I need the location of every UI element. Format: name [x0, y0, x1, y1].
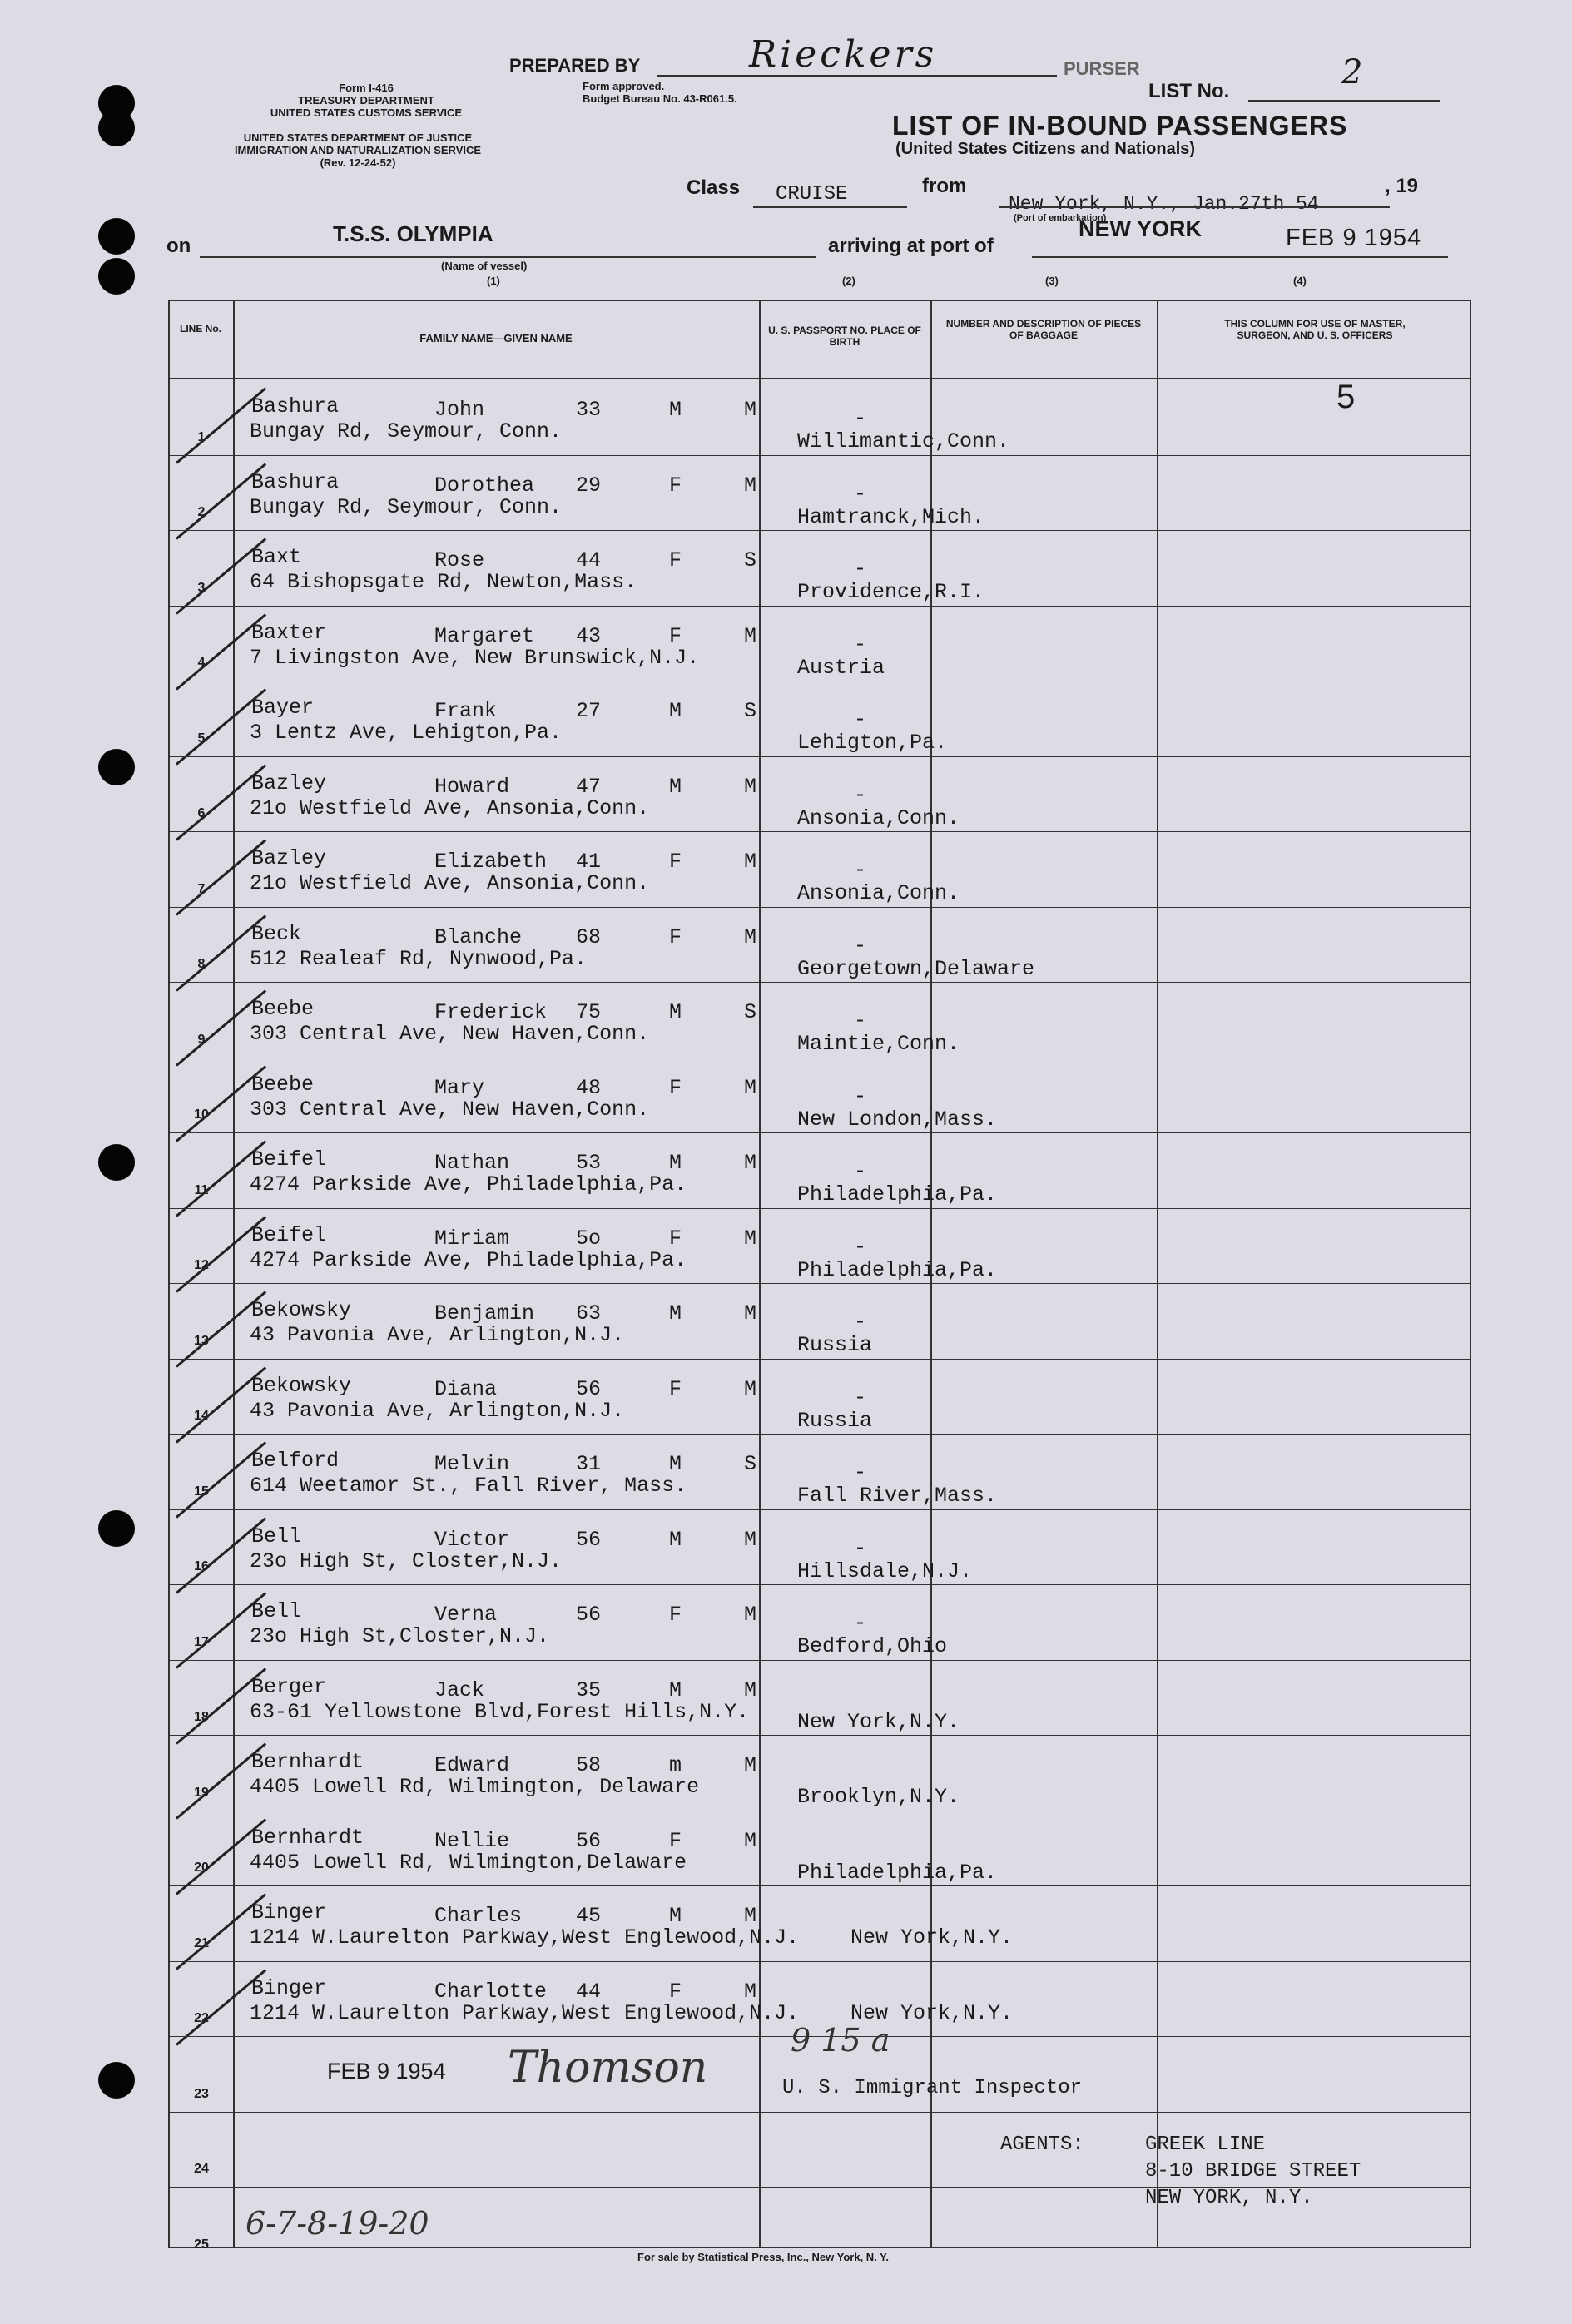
list-no-value: 2	[1341, 53, 1363, 92]
place-of-birth: Fall River,Mass.	[797, 1484, 998, 1508]
col-head-line-no: LINE No.	[180, 323, 221, 334]
marital-status: M	[744, 1603, 757, 1627]
col-num-2: (2)	[842, 275, 855, 287]
budget-label: Budget Bureau No. 43-R061.5.	[583, 92, 737, 105]
sex: M	[669, 1000, 682, 1024]
row-divider	[168, 1359, 1471, 1360]
marital-status: M	[744, 1678, 757, 1702]
line-number: 6	[197, 806, 206, 820]
given-name: Blanche	[434, 925, 523, 949]
marital-status: M	[744, 1904, 757, 1928]
from-note: (Port of embarkation)	[1014, 213, 1107, 223]
passport-no: -	[854, 783, 867, 807]
agent-line-1: GREEK LINE	[1145, 2133, 1266, 2156]
marital-status: M	[744, 850, 757, 874]
place-of-birth: Ansonia,Conn.	[797, 806, 960, 830]
inspector-signature: Thomson	[508, 2043, 708, 2093]
passport-no: -	[854, 858, 867, 882]
family-name: Beifel	[251, 1223, 327, 1247]
address: 7 Livingston Ave, New Brunswick,N.J.	[250, 646, 700, 670]
age: 56	[576, 1377, 602, 1401]
line-number: 13	[194, 1334, 209, 1348]
list-no-label: LIST No.	[1148, 80, 1230, 102]
family-name: Bell	[251, 1599, 302, 1623]
given-name: Jack	[434, 1678, 485, 1702]
table-header-border	[168, 378, 1471, 379]
marital-status: M	[744, 1980, 757, 2004]
family-name: Bekowsky	[251, 1298, 352, 1322]
arriving-label: arriving at port of	[828, 235, 994, 257]
sex: M	[669, 1904, 682, 1928]
address: 614 Weetamor St., Fall River, Mass.	[250, 1474, 687, 1498]
sex: M	[669, 1678, 682, 1702]
punch-hole	[98, 1510, 135, 1547]
table-right-border	[1470, 300, 1471, 2247]
line-number: 21	[194, 1936, 209, 1950]
passport-no: -	[854, 1536, 867, 1560]
col-num-3: (3)	[1045, 275, 1059, 287]
sex: F	[669, 1226, 682, 1251]
address: Bungay Rd, Seymour, Conn.	[250, 495, 563, 519]
from-year-label: , 19	[1385, 175, 1419, 197]
age: 56	[576, 1528, 602, 1552]
marital-status: M	[744, 775, 757, 799]
row-divider	[168, 1132, 1471, 1133]
arrival-port: NEW YORK	[1079, 216, 1203, 241]
col-num-4: (4)	[1293, 275, 1307, 287]
row-divider	[168, 1283, 1471, 1284]
vessel-name: T.S.S. OLYMPIA	[333, 221, 493, 246]
dept-block	[166, 131, 549, 169]
place-of-birth: Maintie,Conn.	[797, 1032, 960, 1056]
place-of-birth: Philadelphia,Pa.	[797, 1182, 998, 1207]
given-name: Nellie	[434, 1829, 510, 1853]
age: 5o	[576, 1226, 602, 1251]
place-of-birth: Lehigton,Pa.	[797, 731, 948, 755]
marital-status: S	[744, 548, 757, 572]
age: 53	[576, 1151, 602, 1175]
class-label: Class	[687, 176, 741, 199]
age: 68	[576, 925, 602, 949]
place-of-birth: Providence,R.I.	[797, 580, 985, 604]
sex: m	[669, 1753, 682, 1777]
dept-label: UNITED STATES DEPARTMENT OF JUSTICE	[243, 131, 473, 144]
given-name: Elizabeth	[434, 850, 548, 874]
age: 56	[576, 1829, 602, 1853]
place-of-birth: New York,N.Y.	[797, 1710, 960, 1734]
form-number: Form I-416	[339, 82, 394, 94]
row-divider	[168, 1660, 1471, 1661]
given-name: Diana	[434, 1377, 498, 1401]
prepared-by-signature: Rieckers	[749, 33, 938, 76]
line-number: 5	[197, 731, 206, 746]
line-number: 22	[194, 2011, 209, 2025]
row-divider	[168, 455, 1471, 456]
marital-status: M	[744, 1528, 757, 1552]
line-number: 3	[197, 581, 206, 595]
age: 33	[576, 398, 602, 422]
line-number: 16	[194, 1559, 209, 1573]
col-head-officers: THIS COLUMN FOR USE OF MASTER, SURGEON, AND U. S. OFFICERS	[1224, 318, 1406, 341]
sex: F	[669, 624, 682, 648]
agent-line-3: NEW YORK, N.Y.	[1145, 2187, 1313, 2209]
sex: F	[669, 1076, 682, 1100]
marital-status: S	[744, 699, 757, 723]
row-divider	[168, 1509, 1471, 1510]
age: 44	[576, 1980, 602, 2004]
line-number: 18	[194, 1710, 209, 1724]
place-of-birth: Ansonia,Conn.	[797, 881, 960, 905]
age: 43	[576, 624, 602, 648]
punch-hole	[98, 749, 135, 785]
line-number: 9	[197, 1033, 206, 1047]
sex: M	[669, 1151, 682, 1175]
table-bottom-border	[168, 2247, 1471, 2248]
col-head-name: FAMILY NAME—GIVEN NAME	[419, 332, 573, 344]
line-number: 20	[194, 1861, 209, 1875]
row-divider	[168, 2112, 1471, 2113]
row-divider	[168, 1208, 1471, 1209]
age: 48	[576, 1076, 602, 1100]
marital-status: M	[744, 1301, 757, 1326]
punch-hole	[98, 2062, 135, 2099]
place-of-birth: Hillsdale,N.J.	[797, 1559, 973, 1583]
given-name: Howard	[434, 775, 510, 799]
approved-block	[583, 80, 737, 105]
family-name: Bazley	[251, 846, 327, 870]
marital-status: M	[744, 1377, 757, 1401]
passport-no: -	[854, 1084, 867, 1108]
page-subtitle: (United States Citizens and Nationals)	[895, 140, 1196, 158]
family-name: Bernhardt	[251, 1826, 364, 1850]
place-of-birth: Philadelphia,Pa.	[797, 1258, 998, 1282]
sex: M	[669, 1528, 682, 1552]
passport-no: -	[854, 707, 867, 731]
punch-hole	[98, 258, 135, 295]
customs-label: UNITED STATES CUSTOMS SERVICE	[270, 107, 463, 119]
age: 31	[576, 1452, 602, 1476]
family-name: Beebe	[251, 1073, 315, 1097]
given-name: Dorothea	[434, 473, 535, 498]
sex: F	[669, 850, 682, 874]
sex: F	[669, 1603, 682, 1627]
family-name: Bashura	[251, 470, 340, 494]
family-name: Baxter	[251, 621, 327, 645]
class-value: CRUISE	[776, 183, 848, 206]
sex: M	[669, 1301, 682, 1326]
sex: M	[669, 1452, 682, 1476]
passport-no: -	[854, 406, 867, 430]
sex: F	[669, 925, 682, 949]
sex: M	[669, 699, 682, 723]
col-divider	[759, 300, 761, 2247]
marital-status: M	[744, 925, 757, 949]
sex: F	[669, 1377, 682, 1401]
age: 58	[576, 1753, 602, 1777]
given-name: Charlotte	[434, 1980, 548, 2004]
passport-no: -	[854, 1008, 867, 1033]
family-name: Beebe	[251, 997, 315, 1021]
line-number: 24	[194, 2162, 209, 2176]
row-divider	[168, 1961, 1471, 1962]
officer-note: 5	[1336, 379, 1356, 415]
inspection-time: 9 15 a	[791, 2022, 890, 2059]
row-divider	[168, 606, 1471, 607]
address: 4274 Parkside Ave, Philadelphia,Pa.	[250, 1172, 687, 1197]
family-name: Baxt	[251, 545, 302, 569]
family-name: Bayer	[251, 696, 315, 720]
punch-hole	[98, 218, 135, 255]
address: 63-61 Yellowstone Blvd,Forest Hills,N.Y.	[250, 1700, 750, 1724]
line-number: 7	[197, 882, 206, 896]
place-of-birth: Brooklyn,N.Y.	[797, 1785, 960, 1809]
row-divider	[168, 756, 1471, 757]
marital-status: M	[744, 624, 757, 648]
place-of-birth: Russia	[797, 1333, 873, 1357]
line-number: 23	[194, 2087, 209, 2101]
age: 29	[576, 473, 602, 498]
line-number: 2	[197, 505, 206, 519]
line-number: 15	[194, 1484, 209, 1499]
marital-status: S	[744, 1000, 757, 1024]
address: 512 Realeaf Rd, Nynwood,Pa.	[250, 947, 588, 971]
sex: F	[669, 548, 682, 572]
marital-status: M	[744, 1753, 757, 1777]
line-number: 10	[194, 1107, 209, 1122]
marital-status: M	[744, 398, 757, 422]
family-name: Bekowsky	[251, 1374, 352, 1398]
arrival-date-stamp: FEB 9 1954	[1286, 225, 1422, 251]
age: 41	[576, 850, 602, 874]
form-block	[233, 82, 499, 119]
address: 4405 Lowell Rd, Wilmington,Delaware	[250, 1851, 687, 1875]
address: Bungay Rd, Seymour, Conn.	[250, 419, 563, 443]
from-value: New York, N.Y., Jan.27th 54	[1009, 193, 1319, 215]
prepared-by-line	[657, 75, 1057, 77]
marital-status: M	[744, 1226, 757, 1251]
address: 43 Pavonia Ave, Arlington,N.J.	[250, 1399, 625, 1423]
passport-no: -	[854, 1310, 867, 1334]
given-name: Benjamin	[434, 1301, 535, 1326]
place-of-birth: New York,N.Y.	[850, 1925, 1014, 1950]
marital-status: M	[744, 473, 757, 498]
marital-status: M	[744, 1829, 757, 1853]
place-of-birth: Georgetown,Delaware	[797, 957, 1035, 981]
given-name: Frank	[434, 699, 498, 723]
age: 45	[576, 1904, 602, 1928]
family-name: Berger	[251, 1675, 327, 1699]
row-divider	[168, 530, 1471, 531]
passport-no: -	[854, 1611, 867, 1635]
line-number: 25	[194, 2237, 209, 2252]
age: 27	[576, 699, 602, 723]
revision-label: (Rev. 12-24-52)	[320, 156, 396, 169]
on-label: on	[166, 235, 191, 257]
age: 47	[576, 775, 602, 799]
from-line	[999, 206, 1390, 208]
list-no-line	[1248, 100, 1440, 102]
place-of-birth: New York,N.Y.	[850, 2001, 1014, 2025]
family-name: Bazley	[251, 771, 327, 795]
marital-status: M	[744, 1151, 757, 1175]
age: 56	[576, 1603, 602, 1627]
passport-no: -	[854, 1385, 867, 1410]
address: 303 Central Ave, New Haven,Conn.	[250, 1098, 650, 1122]
page-title: LIST OF IN-BOUND PASSENGERS	[892, 111, 1348, 141]
port-line	[1032, 256, 1448, 258]
passport-no: -	[854, 934, 867, 958]
line-number: 11	[194, 1183, 209, 1197]
family-name: Beck	[251, 922, 302, 946]
line-number: 12	[194, 1258, 209, 1272]
table-left-border	[168, 300, 170, 2247]
family-name: Belford	[251, 1449, 340, 1473]
address: 21o Westfield Ave, Ansonia,Conn.	[250, 796, 650, 820]
given-name: Edward	[434, 1753, 510, 1777]
given-name: Mary	[434, 1076, 485, 1100]
place-of-birth: Willimantic,Conn.	[797, 429, 1010, 453]
sex: M	[669, 775, 682, 799]
passport-no: -	[854, 632, 867, 657]
passport-no: -	[854, 557, 867, 581]
line-number: 4	[197, 656, 206, 670]
col-head-passport: U. S. PASSPORT NO. PLACE OF BIRTH	[768, 325, 921, 348]
place-of-birth: New London,Mass.	[797, 1107, 998, 1132]
col-divider	[233, 300, 235, 2247]
age: 35	[576, 1678, 602, 1702]
line-number: 17	[194, 1635, 209, 1649]
row-divider	[168, 1735, 1471, 1736]
marital-status: M	[744, 1076, 757, 1100]
row-divider	[168, 1434, 1471, 1435]
row-divider	[168, 982, 1471, 983]
sex: F	[669, 1829, 682, 1853]
row-divider	[168, 831, 1471, 832]
approved-label: Form approved.	[583, 80, 665, 92]
place-of-birth: Hamtranck,Mich.	[797, 505, 985, 529]
address: 23o High St,Closter,N.J.	[250, 1624, 550, 1648]
punch-hole	[98, 1144, 135, 1181]
address: 303 Central Ave, New Haven,Conn.	[250, 1022, 650, 1046]
agent-line-2: 8-10 BRIDGE STREET	[1145, 2160, 1361, 2183]
family-name: Bell	[251, 1524, 302, 1549]
from-label: from	[922, 175, 967, 197]
address: 23o High St, Closter,N.J.	[250, 1549, 563, 1573]
address: 43 Pavonia Ave, Arlington,N.J.	[250, 1323, 625, 1347]
row-divider	[168, 907, 1471, 908]
line-number: 1	[197, 430, 206, 444]
address: 3 Lentz Ave, Lehigton,Pa.	[250, 721, 563, 745]
inspection-date-stamp: FEB 9 1954	[327, 2059, 446, 2084]
passport-no: -	[854, 482, 867, 506]
family-name: Beifel	[251, 1147, 327, 1172]
address: 21o Westfield Ave, Ansonia,Conn.	[250, 871, 650, 895]
place-of-birth: Bedford,Ohio	[797, 1634, 948, 1658]
vessel-caption: (Name of vessel)	[441, 260, 528, 272]
given-name: Charles	[434, 1904, 523, 1928]
col-head-baggage: NUMBER AND DESCRIPTION OF PIECES OF BAGGAGE	[945, 318, 1142, 341]
age: 75	[576, 1000, 602, 1024]
col-divider	[1157, 300, 1158, 2247]
family-name: Bernhardt	[251, 1750, 364, 1774]
family-name: Binger	[251, 1976, 327, 2000]
given-name: Margaret	[434, 624, 535, 648]
sex: M	[669, 398, 682, 422]
place-of-birth: Russia	[797, 1409, 873, 1433]
address: 64 Bishopsgate Rd, Newton,Mass.	[250, 570, 637, 594]
address: 1214 W.Laurelton Parkway,West Englewood,N.J.	[250, 2001, 800, 2025]
line-number: 8	[197, 957, 206, 971]
age: 63	[576, 1301, 602, 1326]
treasury-label: TREASURY DEPARTMENT	[298, 94, 434, 107]
given-name: Melvin	[434, 1452, 510, 1476]
ins-label: IMMIGRATION AND NATURALIZATION SERVICE	[234, 144, 482, 156]
sex: F	[669, 1980, 682, 2004]
marital-status: S	[744, 1452, 757, 1476]
sex: F	[669, 473, 682, 498]
given-name: Rose	[434, 548, 485, 572]
punch-hole	[98, 110, 135, 146]
given-name: John	[434, 398, 485, 422]
passport-no: -	[854, 1235, 867, 1259]
margin-note: 6-7-8-19-20	[245, 2205, 429, 2242]
line-number: 19	[194, 1786, 209, 1800]
agents-label: AGENTS:	[1000, 2133, 1084, 2156]
col-num-1: (1)	[487, 275, 500, 287]
passport-no: -	[854, 1159, 867, 1183]
row-divider	[168, 1584, 1471, 1585]
table-top-border	[168, 300, 1471, 301]
place-of-birth: Austria	[797, 656, 885, 680]
address: 4405 Lowell Rd, Wilmington, Delaware	[250, 1775, 700, 1799]
inspector-title: U. S. Immigrant Inspector	[782, 2077, 1083, 2099]
prepared-by-label: PREPARED BY	[509, 55, 641, 76]
given-name: Victor	[434, 1528, 510, 1552]
printer-note: For sale by Statistical Press, Inc., New York, N. Y.	[637, 2251, 890, 2263]
given-name: Frederick	[434, 1000, 548, 1024]
line-number: 14	[194, 1409, 209, 1423]
purser-label: PURSER	[1064, 58, 1140, 79]
vessel-line	[200, 256, 816, 258]
place-of-birth: Philadelphia,Pa.	[797, 1861, 998, 1885]
class-line	[753, 206, 907, 208]
family-name: Binger	[251, 1900, 327, 1925]
passport-no: -	[854, 1460, 867, 1484]
address: 4274 Parkside Ave, Philadelphia,Pa.	[250, 1248, 687, 1272]
family-name: Bashura	[251, 394, 340, 419]
given-name: Nathan	[434, 1151, 510, 1175]
age: 44	[576, 548, 602, 572]
given-name: Miriam	[434, 1226, 510, 1251]
given-name: Verna	[434, 1603, 498, 1627]
row-divider	[168, 1885, 1471, 1886]
address: 1214 W.Laurelton Parkway,West Englewood,N.J.	[250, 1925, 800, 1950]
